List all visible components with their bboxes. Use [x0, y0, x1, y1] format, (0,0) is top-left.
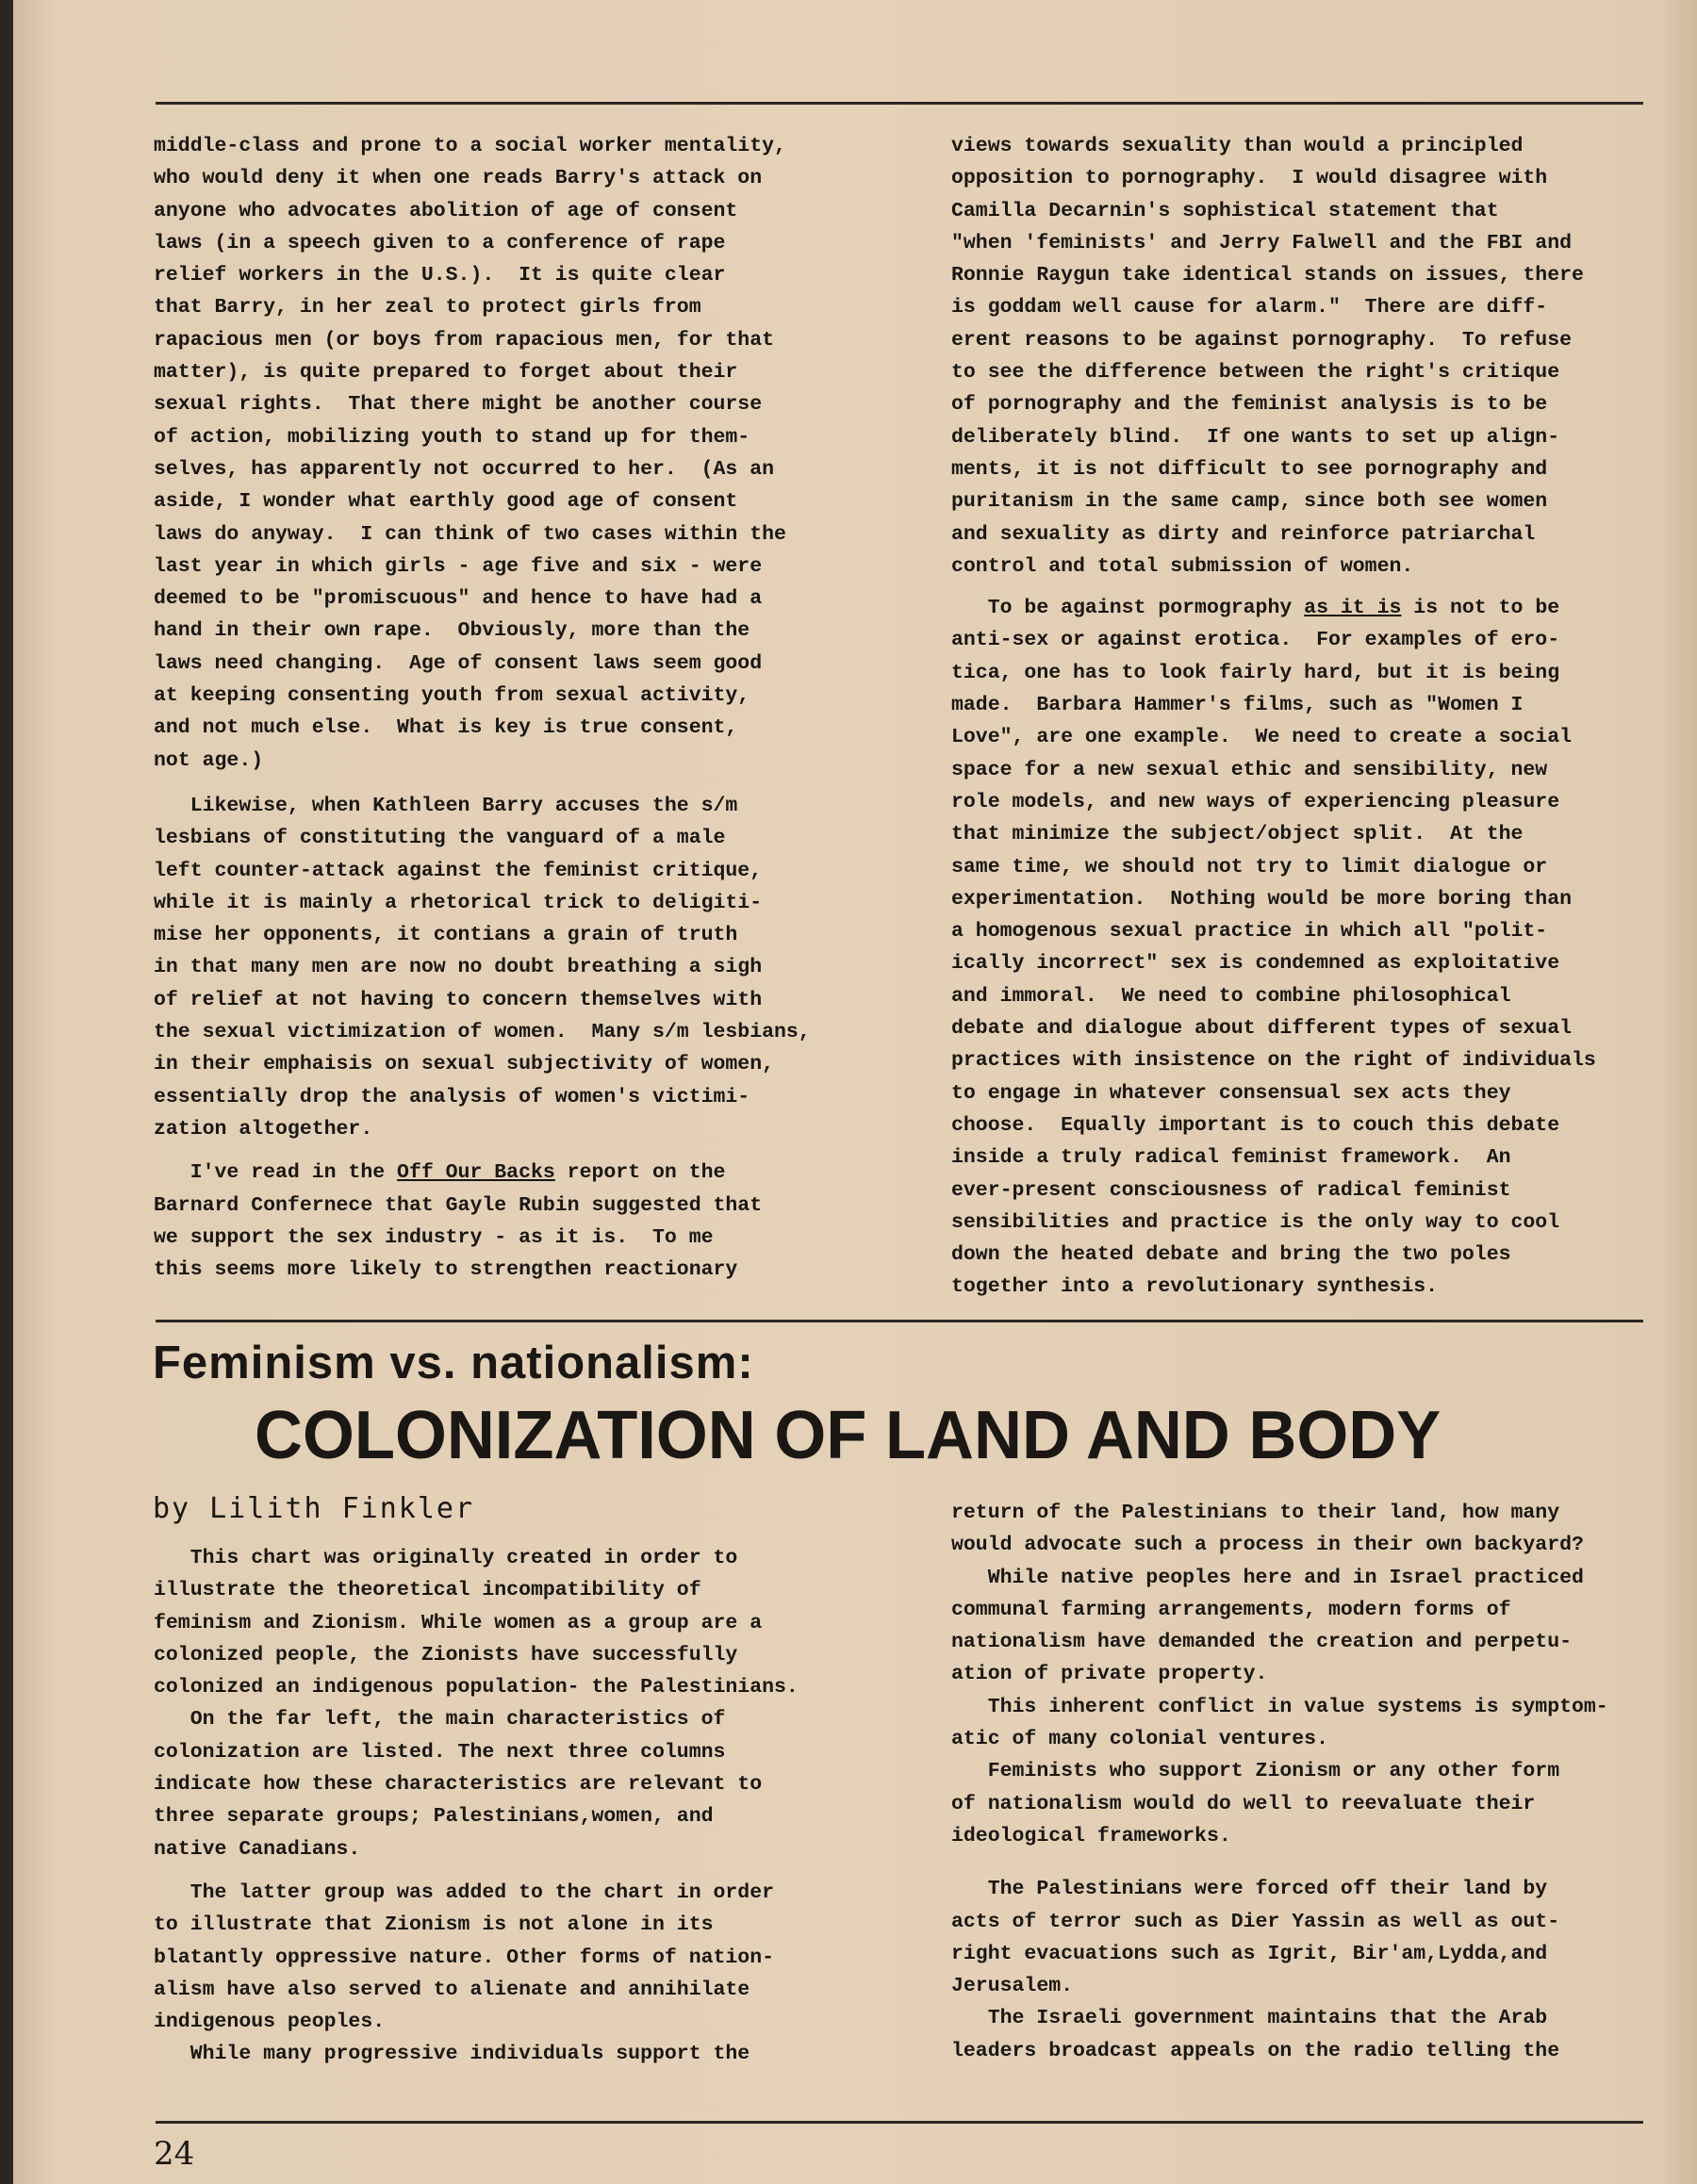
text-line: who would deny it when one reads Barry's attack on [154, 167, 763, 190]
text-line: While many progressive individuals support the [154, 2043, 750, 2066]
text-line: debate and dialogue about different types of sexual [951, 1017, 1573, 1041]
text-line: mise her opponents, it contians a grain of truth [154, 924, 738, 947]
text-line: rapacious men (or boys from rapacious men, for that [154, 328, 775, 352]
text-line: The Israeli government maintains that the Arab [951, 2007, 1548, 2030]
text-line: space for a new sexual ethic and sensibility, new [951, 758, 1548, 781]
text-line: lesbians of constituting the vanguard of a male [154, 827, 726, 850]
article-byline: by Lilith Finkler [153, 1492, 475, 1525]
text-line: of action, mobilizing youth to stand up for them- [154, 425, 750, 449]
text-line: relief workers in the U.S.). It is quite clear [154, 264, 726, 287]
text-line: communal farming arrangements, modern forms of [951, 1598, 1511, 1621]
text-line: of nationalism would do well to reevaluate their [951, 1792, 1536, 1815]
text-line: essentially drop the analysis of women's victimi- [154, 1085, 750, 1108]
paragraph [154, 1157, 870, 1286]
text-line: anti-sex or against erotica. For examples of ero- [951, 629, 1560, 652]
text-line: anyone who advocates abolition of age of consent [154, 199, 738, 222]
text-line: Love", are one example. We need to create a social [951, 726, 1573, 749]
text-line: While native peoples here and in Israel practiced [951, 1566, 1584, 1589]
paragraph [951, 1562, 1696, 1691]
text-line: made. Barbara Hammer's films, such as "Women I [951, 694, 1524, 717]
text-line: nationalism have demanded the creation and perpetu- [951, 1631, 1573, 1654]
text-line: to illustrate that Zionism is not alone in its [154, 1913, 714, 1937]
text-line: and sexuality as dirty and reinforce patriarchal [951, 522, 1536, 546]
text-line: laws do anyway. I can think of two cases within the [154, 522, 786, 546]
text-line: and immoral. We need to combine philosophical [951, 984, 1511, 1008]
text-line: a homogenous sexual practice in which all "polit- [951, 920, 1548, 944]
text-line: this seems more likely to strengthen reactionary [154, 1258, 738, 1282]
text-line: hand in their own rape. Obviously, more than the [154, 619, 750, 643]
top-rule [156, 102, 1643, 105]
text-line: experimentation. Nothing would be more boring than [951, 887, 1573, 911]
paragraph [154, 130, 870, 777]
paragraph [154, 2038, 870, 2070]
text-line: to engage in whatever consensual sex acts they [951, 1081, 1511, 1105]
article-left-column [154, 1542, 870, 2071]
text-line: illustrate the theoretical incompatibility of [154, 1579, 701, 1602]
text-line: is goddam well cause for alarm." There are diff- [951, 296, 1548, 320]
paragraph [951, 1755, 1696, 1852]
text-line: Barnard Confernece that Gayle Rubin suggested that [154, 1193, 763, 1217]
text-line: acts of terror such as Dier Yassin as well as out- [951, 1910, 1560, 1933]
paragraph [951, 2002, 1696, 2067]
text-line: atic of many colonial ventures. [951, 1728, 1328, 1751]
text-line: control and total submission of women. [951, 554, 1414, 578]
text-line: and not much else. What is key is true consent, [154, 716, 738, 740]
text-line: to see the difference between the right's critique [951, 361, 1560, 385]
text-line: indigenous peoples. [154, 2011, 386, 2034]
paragraph [951, 1873, 1696, 2002]
text-line: ments, it is not difficult to see pornography and [951, 457, 1548, 481]
text-line: Likewise, when Kathleen Barry accuses the s/m [154, 794, 738, 817]
page-spine-edge [0, 0, 13, 2184]
text-line: Camilla Decarnin's sophistical statement that [951, 199, 1499, 222]
text: To be against pormography [951, 597, 1305, 620]
text-line: erent reasons to be against pornography. To refuse [951, 328, 1573, 352]
text-line: colonized an indigenous population- the Palestinians. [154, 1676, 799, 1700]
bottom-rule [156, 2121, 1643, 2124]
text-line: at keeping consenting youth from sexual activity, [154, 684, 750, 708]
text-line: This inherent conflict in value systems is symptom- [951, 1695, 1608, 1718]
text: report on the [554, 1161, 726, 1185]
text-line: inside a truly radical feminist framework. An [951, 1146, 1511, 1170]
text-line: The Palestinians were forced off their land by [951, 1878, 1548, 1901]
text-line: aside, I wonder what earthly good age of consent [154, 490, 738, 514]
article-kicker: Feminism vs. nationalism: [153, 1338, 754, 1388]
text-line: deliberately blind. If one wants to set up align- [951, 425, 1560, 449]
text-line: zation altogether. [154, 1117, 373, 1141]
text-line: opposition to pornography. I would disagree with [951, 167, 1548, 190]
paragraph [154, 1703, 870, 1864]
text-line: three separate groups; Palestinians,women, and [154, 1805, 714, 1829]
text-line: The latter group was added to the chart in order [154, 1880, 775, 1904]
paragraph [951, 130, 1668, 583]
top-left-column [154, 130, 870, 1295]
article-title: COLONIZATION OF LAND AND BODY [255, 1398, 1442, 1473]
paragraph [951, 1691, 1696, 1756]
text-line: practices with insistence on the right of individuals [951, 1049, 1596, 1073]
text-line: left counter-attack against the feminist critique, [154, 859, 763, 882]
section-rule [156, 1320, 1643, 1322]
text-line: matter), is quite prepared to forget about their [154, 361, 738, 385]
text-line: right evacuations such as Igrit, Bir'am,Lydda,and [951, 1942, 1548, 1965]
text-line: sensibilities and practice is the only way to cool [951, 1210, 1560, 1234]
text: I've read in the [154, 1161, 398, 1185]
text-line: Feminists who support Zionism or any other form [951, 1760, 1560, 1783]
text-line: return of the Palestinians to their land, how many [951, 1502, 1560, 1524]
text-line: not age.) [154, 748, 264, 772]
text-line: in that many men are now no doubt breathing a sigh [154, 956, 763, 979]
text-line: in their emphaisis on sexual subjectivity of women, [154, 1053, 775, 1076]
paragraph [154, 1542, 870, 1703]
text-line: This chart was originally created in order to [154, 1547, 738, 1569]
text-line: native Canadians. [154, 1837, 361, 1861]
text-line: alism have also served to alienate and annihilate [154, 1978, 750, 2001]
text-line: leaders broadcast appeals on the radio telling the [951, 2039, 1560, 2062]
text-line: last year in which girls - age five and six - were [154, 554, 763, 578]
text-line: same time, we should not try to limit dialogue or [951, 855, 1548, 879]
paragraph [154, 790, 870, 1145]
text-line: feminism and Zionism. While women as a group are a [154, 1611, 763, 1634]
text-line: ideological frameworks. [951, 1824, 1231, 1847]
text-line: sexual rights. That there might be another course [154, 393, 763, 417]
article-right-column [951, 1497, 1696, 2067]
text-line: laws need changing. Age of consent laws seem good [154, 651, 763, 675]
text-line: laws (in a speech given to a conference of rape [154, 231, 726, 255]
text-line: Jerusalem. [951, 1975, 1074, 1998]
text-line: indicate how these characteristics are relevant to [154, 1773, 763, 1797]
text-line: On the far left, the main characteristics of [154, 1708, 726, 1732]
text-line: colonized people, the Zionists have successfully [154, 1643, 738, 1667]
paragraph [154, 1877, 870, 2038]
text-line: together into a revolutionary synthesis. [951, 1275, 1439, 1299]
text-line: tica, one has to look fairly hard, but it is being [951, 661, 1560, 684]
text-line: we support the sex industry - as it is. To me [154, 1225, 714, 1249]
text-line: would advocate such a process in their own backyard? [951, 1534, 1584, 1557]
text-line: of relief at not having to concern themselves with [154, 988, 763, 1011]
text-line: middle-class and prone to a social worker mentality, [154, 135, 786, 157]
text-line: ever-present consciousness of radical feminist [951, 1178, 1511, 1202]
paragraph [951, 1497, 1696, 1562]
text-line: that Barry, in her zeal to protect girls from [154, 296, 701, 320]
text-line: puritanism in the same camp, since both see women [951, 490, 1548, 514]
text-line: blatantly oppressive nature. Other forms of nation- [154, 1946, 775, 1969]
text-line: role models, and new ways of experiencing pleasure [951, 790, 1560, 813]
text-line: down the heated debate and bring the two poles [951, 1243, 1511, 1267]
text-line: ically incorrect" sex is condemned as exploitative [951, 952, 1560, 976]
text-line: ation of private property. [951, 1663, 1268, 1686]
text-line: deemed to be "promiscuous" and hence to have had a [154, 587, 763, 611]
publication-title: Off Our Backs [397, 1161, 555, 1185]
text-line: that minimize the subject/object split. At the [951, 823, 1524, 846]
text-line: the sexual victimization of women. Many s/m lesbians, [154, 1021, 811, 1044]
text-line: of pornography and the feminist analysis is to be [951, 393, 1548, 417]
text-line: while it is mainly a rhetorical trick to deligiti- [154, 891, 763, 914]
paragraph [951, 592, 1668, 1304]
page-number: 24 [154, 2135, 195, 2173]
text-line: views towards sexuality than would a principled [951, 135, 1524, 157]
top-right-column [951, 130, 1668, 1313]
text-line: selves, has apparently not occurred to her. (As an [154, 457, 775, 481]
text-line: choose. Equally important is to couch this debate [951, 1113, 1560, 1137]
text-line: colonization are listed. The next three columns [154, 1740, 726, 1764]
text: is not to be [1401, 597, 1560, 620]
emphasis: as it is [1304, 597, 1402, 620]
text-line: "when 'feminists' and Jerry Falwell and the FBI and [951, 231, 1573, 255]
text-line: Ronnie Raygun take identical stands on issues, there [951, 264, 1584, 287]
